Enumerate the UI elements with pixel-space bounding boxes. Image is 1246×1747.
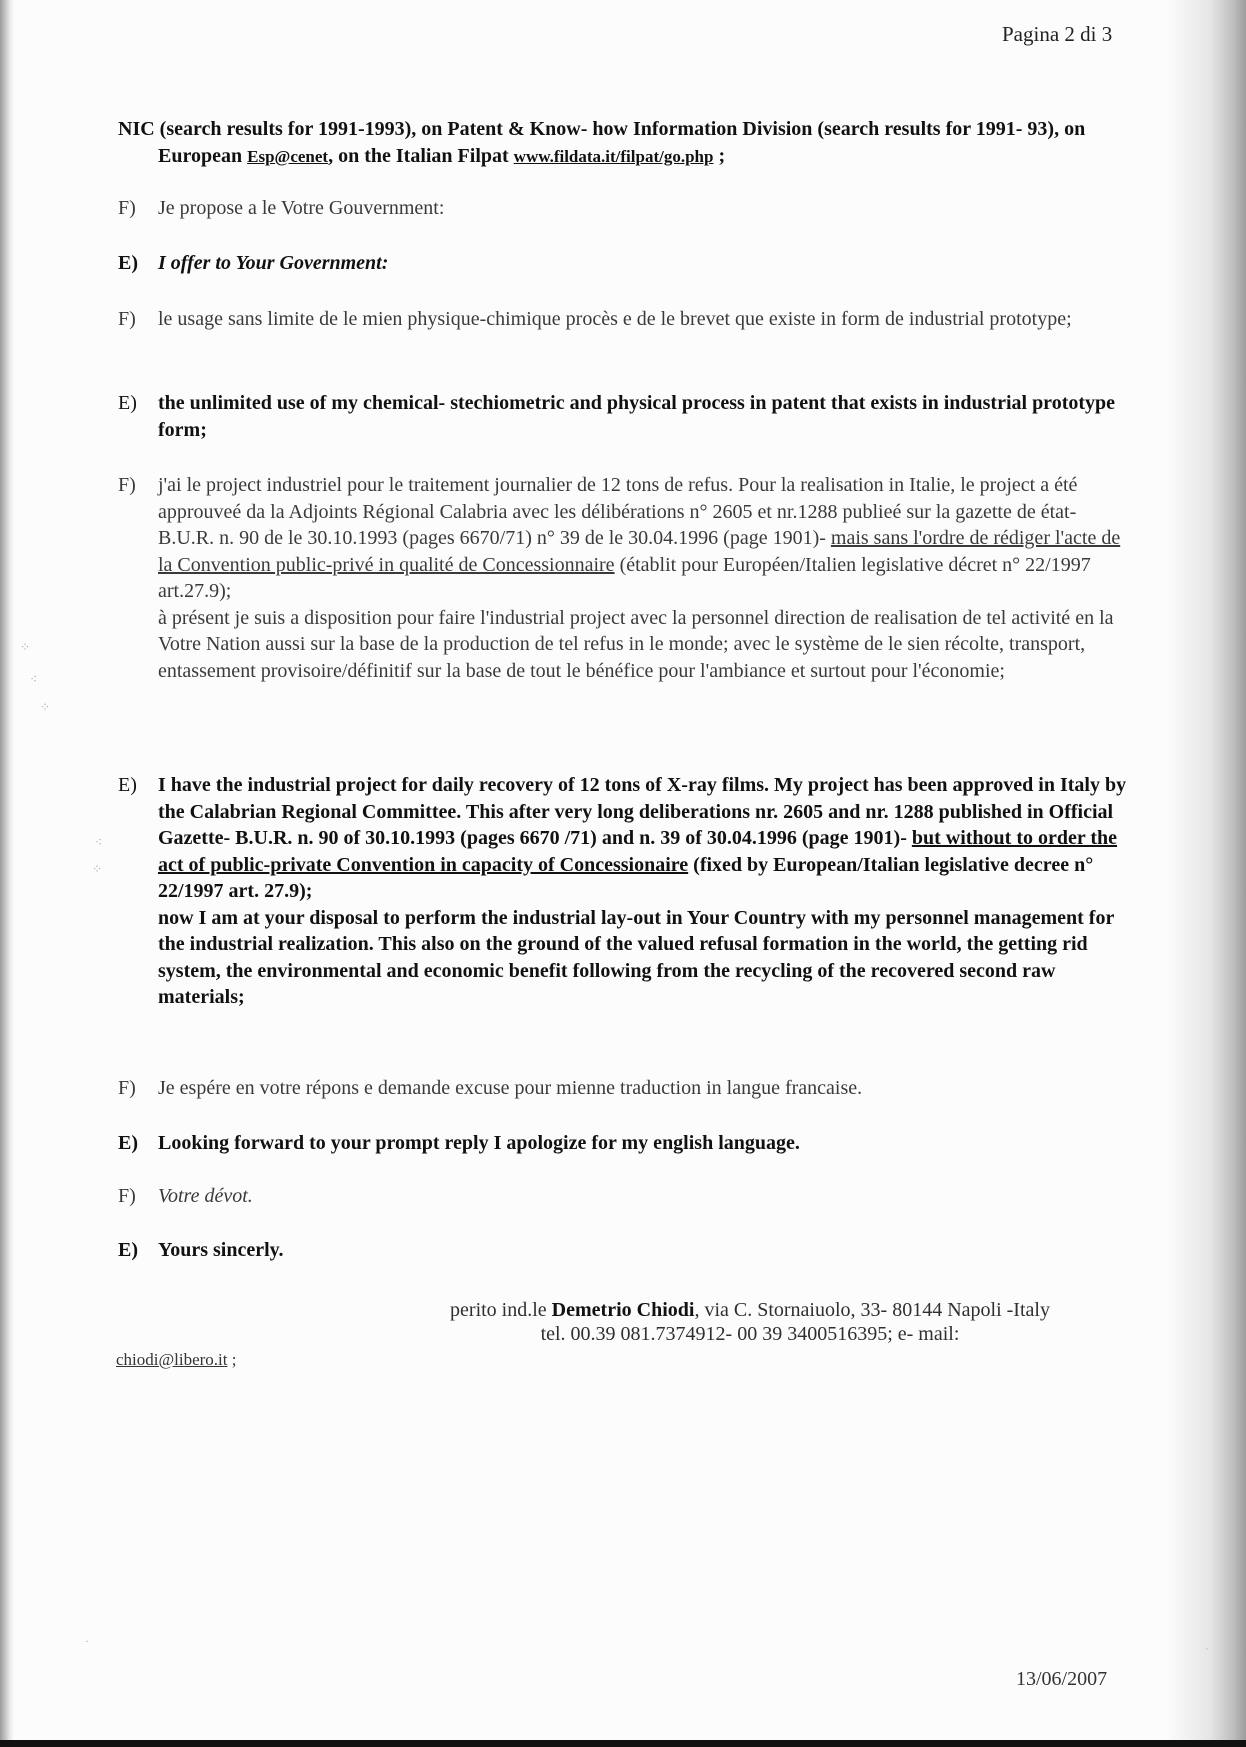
- paragraph-marker: E): [118, 392, 137, 414]
- scan-bottom-edge: [0, 1740, 1246, 1747]
- paragraph-text: Looking forward to your prompt reply I apologize for my english language.: [158, 1132, 800, 1154]
- paragraph-marker: F): [118, 1185, 136, 1207]
- signature-name: Demetrio Chiodi: [551, 1299, 695, 1321]
- scan-speck: ⁖: [30, 672, 38, 686]
- scan-left-shadow: [0, 0, 14, 1747]
- paragraph-marker: F): [118, 474, 136, 496]
- paragraph-text-a: j'ai le project industriel pour le traitement journalier de 12 tons de refus. Pour la realisation in Italie, le project a été approuveé da la Adjoints Régional Calabria avec les délibérations n° 2605 et nr.1288 publieé sur la gazette de état- B.U.R. n. 90 de le 30.10.1993 (pages 6670/71) n° 39 de le 30.04.1996 (page 1901)-: [158, 474, 1078, 549]
- paragraph-text: I offer to Your Government:: [158, 252, 389, 274]
- paragraph-text: Je propose a le Votre Gouvernment:: [158, 197, 445, 219]
- paragraph-text: Votre dévot.: [158, 1185, 253, 1207]
- email-link[interactable]: chiodi@libero.it: [116, 1350, 228, 1369]
- scan-speck: ⁖: [95, 835, 103, 849]
- email-line: [116, 1350, 236, 1370]
- signature-address: , via C. Stornaiuolo, 33- 80144 Napoli -Italy: [694, 1299, 1050, 1321]
- paragraph-text: the unlimited use of my chemical- stechiometric and physical process in patent that exists in industrial prototype form;: [158, 392, 1116, 441]
- scan-speck: ⁘: [92, 862, 103, 876]
- paragraph-text-b: (fixed by European/Italian legislative decree n° 22/1997 art. 27.9);: [158, 853, 1094, 902]
- paragraph-marker: E): [118, 252, 138, 274]
- paragraph-english-3: [118, 772, 1128, 1047]
- paragraph-text-block: [158, 472, 1128, 684]
- paragraph-text-c: now I am at your disposal to perform the industrial lay-out in Your Country with my personnel management for the industrial realization. This also on the ground of the valued refusal formation in the world, the getting rid system, the environmental and economic benefit following from the recycling of the recovered second raw materials;: [158, 906, 1114, 1008]
- paragraph-text-underlined: mais sans l'ordre de rédiger l'acte de la Convention public-privé in qualité de Concessionnaire: [158, 527, 1121, 576]
- paragraph-text: Je espére en votre répons e demande excuse pour mienne traduction in langue francaise.: [158, 1077, 863, 1099]
- paragraph-english-5: [118, 1237, 1128, 1264]
- paragraph-text: Yours sincerly.: [158, 1239, 284, 1261]
- scan-speck: ⁘: [20, 640, 31, 654]
- paragraph-marker: F): [118, 308, 136, 330]
- intro-text-c: ;: [713, 144, 726, 167]
- paragraph-marker: E): [118, 774, 137, 796]
- paragraph-french-2: [118, 306, 1128, 366]
- document-date: 13/06/2007: [1016, 1668, 1108, 1690]
- signature-line: [360, 1298, 1140, 1322]
- paragraph-text-c: à présent je suis a disposition pour faire l'industrial project avec la personnel direction de realisation de tel activité en la Votre Nation aussi sur la base de la production de tel refus in le monde; avec le système de le sien récolte, transport, entassement provisoire/définitif sur la base de tout le bénéfice pour l'ambiance et surtout pour l'économie;: [158, 606, 1114, 682]
- email-suffix: ;: [227, 1350, 237, 1369]
- paragraph-text-a: I have the industrial project for daily recovery of 12 tons of X-ray films. My project has been approved in Italy by the Calabrian Regional Committee. This after very long deliberations nr. 2605 and nr. 1288 published in Official Gazette- B.U.R. n. 90 of 30.10.1993 (pages 6670 /71) and n. 39 of 30.04.1996 (page 1901)-: [158, 774, 1127, 849]
- paragraph-french-1: [118, 195, 1128, 222]
- intro-text-b: , on the Italian Filpat: [328, 144, 514, 167]
- paragraph-french-4: [118, 1075, 1128, 1102]
- paragraph-english-2: [118, 390, 1128, 450]
- paragraph-text-underlined: but without to order the act of public-private Convention in capacity of Concessionaire: [158, 827, 1118, 876]
- signature-prefix: perito ind.le: [450, 1299, 552, 1321]
- paragraph-marker: F): [118, 1077, 136, 1099]
- signature-contact: tel. 00.39 081.7374912- 00 39 3400516395; e- mail:: [540, 1323, 960, 1345]
- paragraph-marker: E): [118, 1132, 138, 1154]
- intro-text-a: NIC (search results for 1991-1993), on Patent & Know- how Information Division (search results for 1991- 93), on European: [118, 118, 1086, 167]
- paragraph-english-4: [118, 1130, 1128, 1157]
- paragraph-marker: F): [118, 197, 136, 219]
- scan-speck: ⁘: [40, 700, 51, 714]
- paragraph-english-1: [118, 250, 1128, 277]
- page-number: Pagina 2 di 3: [1002, 22, 1113, 46]
- scan-right-shadow: [1166, 0, 1246, 1747]
- intro-paragraph: [118, 116, 1158, 170]
- paragraph-text-b: (établit pour Européen/Italien legislative décret n° 22/1997 art.27.9);: [158, 553, 1091, 602]
- espacenet-link[interactable]: Esp@cenet: [247, 146, 329, 166]
- paragraph-french-5: [118, 1183, 1128, 1210]
- paragraph-french-3: [118, 472, 1128, 722]
- paragraph-marker: E): [118, 1239, 138, 1261]
- paragraph-text-block: [158, 772, 1128, 1011]
- scan-speck: ˙: [1205, 1645, 1209, 1659]
- paragraph-text: le usage sans limite de le mien physique-chimique procès e de le brevet que existe in form de industrial prototype;: [158, 308, 1072, 330]
- filpat-link[interactable]: www.fildata.it/filpat/go.php: [513, 146, 714, 166]
- scan-speck: ·: [85, 1634, 89, 1648]
